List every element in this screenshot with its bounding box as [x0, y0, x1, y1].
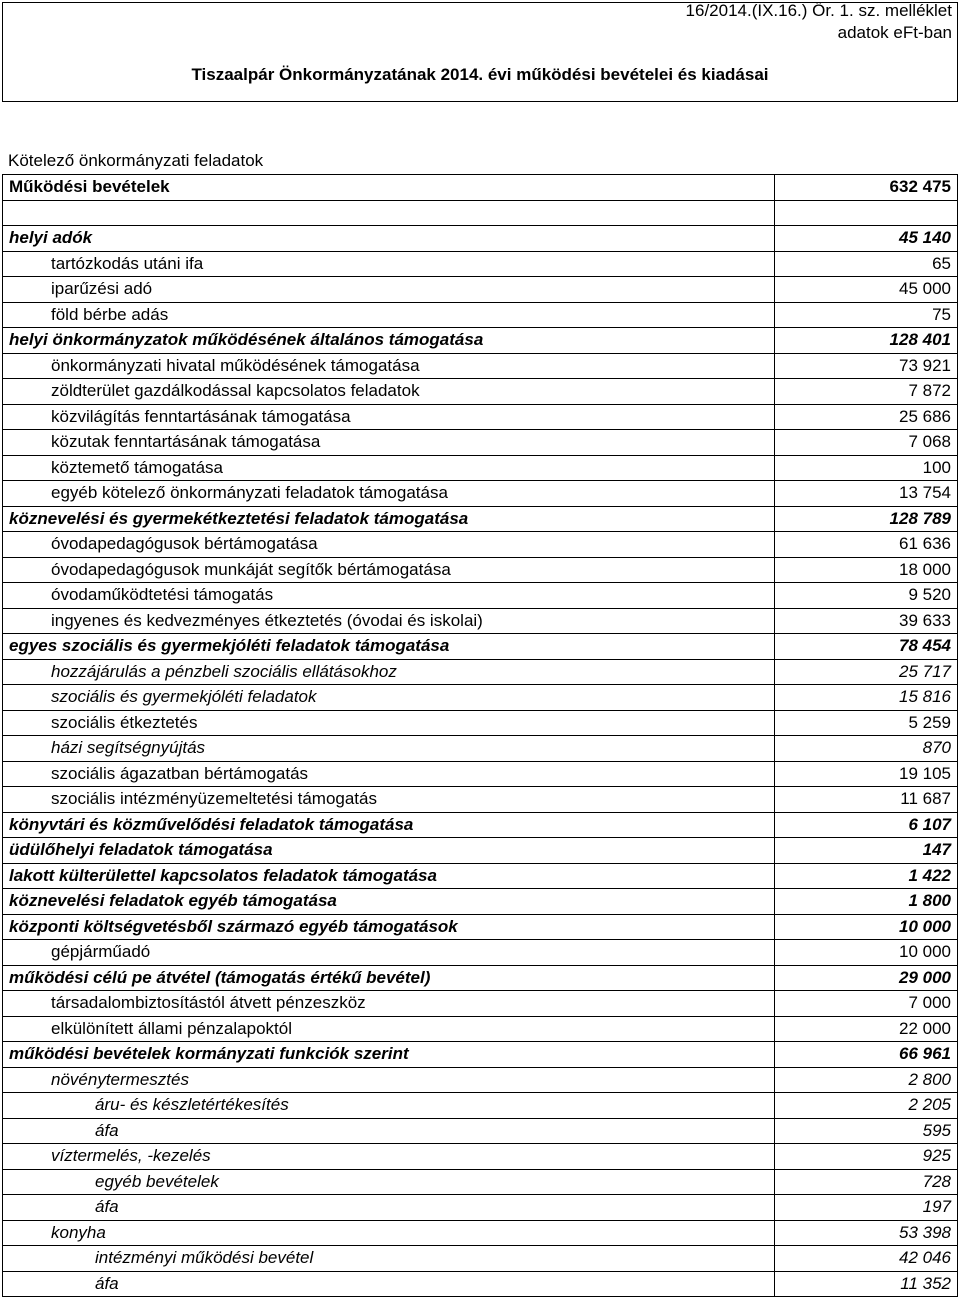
row-value: 870	[775, 736, 958, 762]
row-value: 42 046	[775, 1246, 958, 1272]
title-box	[2, 2, 958, 102]
row-label: közvilágítás fenntartásának támogatása	[3, 404, 775, 430]
table-row	[3, 634, 958, 660]
row-value: 75	[775, 302, 958, 328]
row-value: 728	[775, 1169, 958, 1195]
row-label: áfa	[3, 1118, 775, 1144]
table-row	[3, 353, 958, 379]
row-label: zöldterület gazdálkodással kapcsolatos feladatok	[3, 379, 775, 405]
document-title: Tiszaalpár Önkormányzatának 2014. évi működési bevételei és kiadásai	[191, 65, 769, 84]
row-label: köznevelési feladatok egyéb támogatása	[3, 889, 775, 915]
row-label: föld bérbe adás	[3, 302, 775, 328]
table-row	[3, 200, 958, 226]
table-row	[3, 251, 958, 277]
row-label: házi segítségnyújtás	[3, 736, 775, 762]
table-row	[3, 1195, 958, 1221]
row-value: 61 636	[775, 532, 958, 558]
table-row	[3, 1093, 958, 1119]
row-label: konyha	[3, 1220, 775, 1246]
row-label: óvodapedagógusok munkáját segítők bértámogatása	[3, 557, 775, 583]
row-label: tartózkodás utáni ifa	[3, 251, 775, 277]
row-label: helyi adók	[3, 226, 775, 252]
table-row	[3, 761, 958, 787]
row-value: 13 754	[775, 481, 958, 507]
table-row	[3, 506, 958, 532]
row-label: helyi önkormányzatok működésének általános támogatása	[3, 328, 775, 354]
row-label: üdülőhelyi feladatok támogatása	[3, 838, 775, 864]
table-row	[3, 940, 958, 966]
table-row	[3, 1067, 958, 1093]
row-value: 18 000	[775, 557, 958, 583]
table-row	[3, 430, 958, 456]
table-row	[3, 965, 958, 991]
row-value: 29 000	[775, 965, 958, 991]
table-row	[3, 175, 958, 201]
row-label: könyvtári és közművelődési feladatok támogatása	[3, 812, 775, 838]
table-row	[3, 532, 958, 558]
row-label: közutak fenntartásának támogatása	[3, 430, 775, 456]
table-row	[3, 991, 958, 1017]
row-value: 100	[775, 455, 958, 481]
table-row	[3, 328, 958, 354]
row-value: 7 068	[775, 430, 958, 456]
row-value: 25 717	[775, 659, 958, 685]
row-value: 2 205	[775, 1093, 958, 1119]
row-value: 15 816	[775, 685, 958, 711]
revenue-table	[2, 174, 958, 1297]
row-value: 6 107	[775, 812, 958, 838]
row-value: 66 961	[775, 1042, 958, 1068]
row-label: Működési bevételek	[3, 175, 775, 201]
table-row	[3, 863, 958, 889]
reference-line: 16/2014.(IX.16.) Ör. 1. sz. melléklet	[685, 1, 952, 20]
table-row	[3, 379, 958, 405]
table-row	[3, 736, 958, 762]
table-row	[3, 1144, 958, 1170]
row-label: növénytermesztés	[3, 1067, 775, 1093]
row-value: 53 398	[775, 1220, 958, 1246]
table-row	[3, 277, 958, 303]
table-row	[3, 1016, 958, 1042]
table-row	[3, 302, 958, 328]
section-subtitle: Kötelező önkormányzati feladatok	[8, 151, 264, 170]
table-row	[3, 914, 958, 940]
row-value: 22 000	[775, 1016, 958, 1042]
row-value: 147	[775, 838, 958, 864]
row-value: 1 800	[775, 889, 958, 915]
row-value: 10 000	[775, 914, 958, 940]
row-label: elkülönített állami pénzalapoktól	[3, 1016, 775, 1042]
table-row	[3, 889, 958, 915]
row-label: szociális étkeztetés	[3, 710, 775, 736]
row-value: 10 000	[775, 940, 958, 966]
row-label: egyéb bevételek	[3, 1169, 775, 1195]
row-value	[775, 200, 958, 226]
unit-line: adatok eFt-ban	[837, 23, 952, 42]
row-value: 7 872	[775, 379, 958, 405]
row-label: áfa	[3, 1195, 775, 1221]
table-row	[3, 710, 958, 736]
row-label: óvodaműködtetési támogatás	[3, 583, 775, 609]
row-value: 78 454	[775, 634, 958, 660]
row-label: egyes szociális és gyermekjóléti feladatok támogatása	[3, 634, 775, 660]
row-label: gépjárműadó	[3, 940, 775, 966]
table-row	[3, 1169, 958, 1195]
table-row	[3, 481, 958, 507]
row-value: 11 352	[775, 1271, 958, 1297]
row-label: társadalombiztosítástól átvett pénzeszköz	[3, 991, 775, 1017]
table-row	[3, 685, 958, 711]
row-label: egyéb kötelező önkormányzati feladatok támogatása	[3, 481, 775, 507]
table-row	[3, 226, 958, 252]
row-value: 9 520	[775, 583, 958, 609]
row-label: köztemető támogatása	[3, 455, 775, 481]
row-label: óvodapedagógusok bértámogatása	[3, 532, 775, 558]
table-row	[3, 1118, 958, 1144]
row-value: 128 401	[775, 328, 958, 354]
row-value: 5 259	[775, 710, 958, 736]
row-value: 19 105	[775, 761, 958, 787]
row-label: intézményi működési bevétel	[3, 1246, 775, 1272]
row-value: 1 422	[775, 863, 958, 889]
table-row	[3, 659, 958, 685]
row-value: 45 140	[775, 226, 958, 252]
table-row	[3, 812, 958, 838]
table-row	[3, 1271, 958, 1297]
table-row	[3, 787, 958, 813]
row-label: szociális ágazatban bértámogatás	[3, 761, 775, 787]
table-row	[3, 608, 958, 634]
row-value: 2 800	[775, 1067, 958, 1093]
row-label: áfa	[3, 1271, 775, 1297]
row-label: víztermelés, -kezelés	[3, 1144, 775, 1170]
row-label: központi költségvetésből származó egyéb támogatások	[3, 914, 775, 940]
row-value: 45 000	[775, 277, 958, 303]
row-value: 128 789	[775, 506, 958, 532]
row-label: működési célú pe átvétel (támogatás értékű bevétel)	[3, 965, 775, 991]
row-label: szociális intézményüzemeltetési támogatás	[3, 787, 775, 813]
row-label: ingyenes és kedvezményes étkeztetés (óvodai és iskolai)	[3, 608, 775, 634]
row-label: szociális és gyermekjóléti feladatok	[3, 685, 775, 711]
table-row	[3, 1246, 958, 1272]
table-row	[3, 838, 958, 864]
row-label: hozzájárulás a pénzbeli szociális ellátásokhoz	[3, 659, 775, 685]
table-row	[3, 557, 958, 583]
table-row	[3, 455, 958, 481]
row-value: 595	[775, 1118, 958, 1144]
table-row	[3, 1220, 958, 1246]
row-value: 197	[775, 1195, 958, 1221]
row-label: iparűzési adó	[3, 277, 775, 303]
row-label: áru- és készletértékesítés	[3, 1093, 775, 1119]
row-value: 632 475	[775, 175, 958, 201]
row-value: 39 633	[775, 608, 958, 634]
row-label: működési bevételek kormányzati funkciók szerint	[3, 1042, 775, 1068]
row-label: köznevelési és gyermekétkeztetési feladatok támogatása	[3, 506, 775, 532]
row-value: 7 000	[775, 991, 958, 1017]
row-value: 25 686	[775, 404, 958, 430]
row-value: 65	[775, 251, 958, 277]
row-value: 925	[775, 1144, 958, 1170]
row-label: önkormányzati hivatal működésének támogatása	[3, 353, 775, 379]
row-label	[3, 200, 775, 226]
table-row	[3, 1042, 958, 1068]
table-row	[3, 583, 958, 609]
row-value: 73 921	[775, 353, 958, 379]
row-label: lakott külterülettel kapcsolatos feladatok támogatása	[3, 863, 775, 889]
table-row	[3, 404, 958, 430]
row-value: 11 687	[775, 787, 958, 813]
